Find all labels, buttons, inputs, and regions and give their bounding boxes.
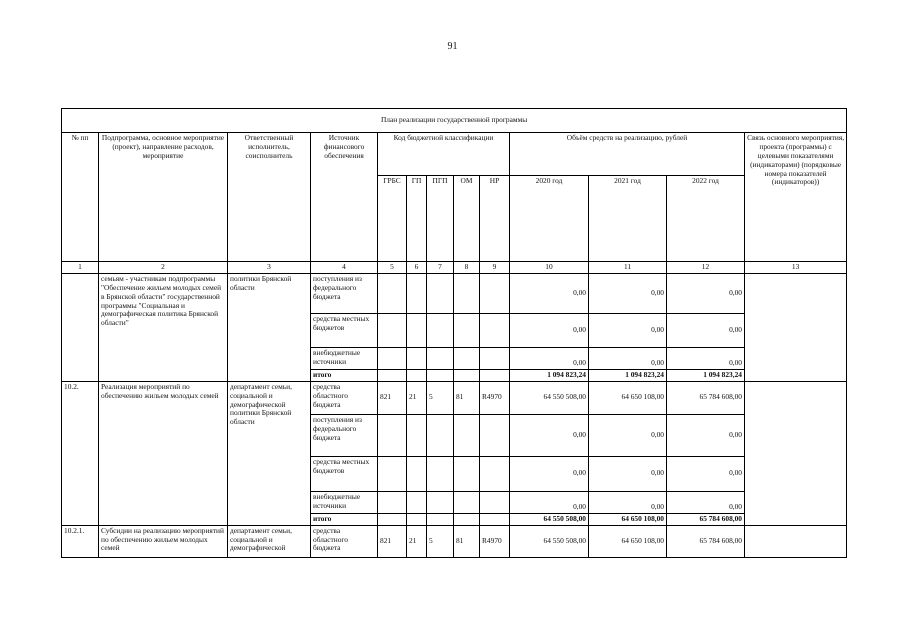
row-link <box>745 273 847 381</box>
row-link <box>745 381 847 525</box>
cell-2020: 64 550 508,00 <box>510 381 589 414</box>
row-name: Субсидии на реализацию мероприятий по обеспечению жильем молодых семей <box>99 525 228 557</box>
cell-nr: R4970 <box>480 381 510 414</box>
header-source: Источник финансового обеспечения <box>311 133 378 262</box>
col-number: 11 <box>589 262 667 274</box>
col-number: 5 <box>378 262 407 274</box>
table-title: План реализации государственной программы <box>62 109 847 133</box>
row-num: 10.2. <box>62 381 99 525</box>
row-source: итого <box>311 369 378 381</box>
col-number: 2 <box>99 262 228 274</box>
cell-2020: 0,00 <box>510 273 589 313</box>
col-number: 12 <box>667 262 745 274</box>
col-number: 3 <box>228 262 311 274</box>
cell-gp: 21 <box>407 525 427 557</box>
col-number: 8 <box>454 262 480 274</box>
page-number: 91 <box>447 41 458 52</box>
header-gp: ГП <box>407 176 427 262</box>
cell-2021: 1 094 823,24 <box>589 369 667 381</box>
cell-2022: 1 094 823,24 <box>667 369 745 381</box>
col-number: 9 <box>480 262 510 274</box>
cell-2022: 0,00 <box>667 491 745 513</box>
col-number: 13 <box>745 262 847 274</box>
cell-2022: 0,00 <box>667 347 745 369</box>
cell-2020: 64 550 508,00 <box>510 513 589 525</box>
cell-2022: 0,00 <box>667 414 745 456</box>
row-name: Реализация мероприятий по обеспечению жильем молодых семей <box>99 381 228 525</box>
row-source: средства областного бюджета <box>311 381 378 414</box>
header-code-group: Код бюджетной классификации <box>378 133 510 176</box>
cell-2021: 64 650 108,00 <box>589 525 667 557</box>
cell-pgp: 5 <box>427 381 454 414</box>
col-number: 4 <box>311 262 378 274</box>
plan-table <box>61 108 847 558</box>
cell-2021: 0,00 <box>589 414 667 456</box>
header-y2020: 2020 год <box>510 176 589 262</box>
cell-2020: 64 550 508,00 <box>510 525 589 557</box>
row-num <box>62 273 99 381</box>
cell-2021: 0,00 <box>589 347 667 369</box>
cell-2022: 65 784 608,00 <box>667 513 745 525</box>
row-source: внебюджетные источники <box>311 491 378 513</box>
cell-2021: 0,00 <box>589 491 667 513</box>
cell-nr: R4970 <box>480 525 510 557</box>
row-name: семьям - участникам подпрограммы "Обеспечение жильем молодых семей в Брянской области" государственной программы "Социальная и демографическая политика Брянской области" <box>99 273 228 381</box>
table-row <box>62 525 847 557</box>
cell-2021: 0,00 <box>589 273 667 313</box>
cell-2022: 0,00 <box>667 273 745 313</box>
cell-pgp: 5 <box>427 525 454 557</box>
header-responsible: Ответственный исполнитель, соисполнитель <box>228 133 311 262</box>
cell-2022: 0,00 <box>667 456 745 491</box>
cell-2021: 0,00 <box>589 456 667 491</box>
row-link <box>745 525 847 557</box>
row-responsible: политики Брянской области <box>228 273 311 381</box>
header-nr: НР <box>480 176 510 262</box>
col-number: 10 <box>510 262 589 274</box>
cell-2020: 0,00 <box>510 491 589 513</box>
header-om: ОМ <box>454 176 480 262</box>
row-responsible: департамент семьи, социальной и демографической <box>228 525 311 557</box>
cell-2022: 65 784 608,00 <box>667 525 745 557</box>
header-grbs: ГРБС <box>378 176 407 262</box>
col-number: 7 <box>427 262 454 274</box>
table-row <box>62 381 847 414</box>
cell-grbs: 821 <box>378 381 407 414</box>
cell-2022: 65 784 608,00 <box>667 381 745 414</box>
header-pgp: ПГП <box>427 176 454 262</box>
header-y2021: 2021 год <box>589 176 667 262</box>
row-num: 10.2.1. <box>62 525 99 557</box>
cell-2020: 0,00 <box>510 313 589 347</box>
cell-2020: 0,00 <box>510 456 589 491</box>
cell-2020: 0,00 <box>510 414 589 456</box>
cell-2021: 64 650 108,00 <box>589 513 667 525</box>
cell-2022: 0,00 <box>667 313 745 347</box>
column-numbers-row <box>62 262 847 274</box>
row-source: внебюджетные источники <box>311 347 378 369</box>
cell-2020: 0,00 <box>510 347 589 369</box>
row-source: поступления из федерального бюджета <box>311 414 378 456</box>
row-responsible: департамент семьи, социальной и демографической политики Брянской области <box>228 381 311 525</box>
header-num: № пп <box>62 133 99 262</box>
header-amount-group: Объём средств на реализацию, рублей <box>510 133 745 176</box>
cell-om: 81 <box>454 525 480 557</box>
cell-2021: 0,00 <box>589 313 667 347</box>
table-row <box>62 273 847 313</box>
header-y2022: 2022 год <box>667 176 745 262</box>
header-subprogram: Подпрограмма, основное мероприятие (проект), направление расходов, мероприятие <box>99 133 228 262</box>
cell-gp: 21 <box>407 381 427 414</box>
col-number: 1 <box>62 262 99 274</box>
row-source: средства местных бюджетов <box>311 456 378 491</box>
cell-om: 81 <box>454 381 480 414</box>
plan-table-wrapper <box>61 108 847 558</box>
row-source: итого <box>311 513 378 525</box>
row-source: средства областного бюджета <box>311 525 378 557</box>
row-source: средства местных бюджетов <box>311 313 378 347</box>
row-source: поступления из федерального бюджета <box>311 273 378 313</box>
header-link: Связь основного мероприятия, проекта (программы) с целевыми показателями (индикаторами) (порядковые номера показателей (индикаторов)) <box>745 133 847 262</box>
col-number: 6 <box>407 262 427 274</box>
cell-2020: 1 094 823,24 <box>510 369 589 381</box>
cell-grbs: 821 <box>378 525 407 557</box>
cell-2021: 64 650 108,00 <box>589 381 667 414</box>
